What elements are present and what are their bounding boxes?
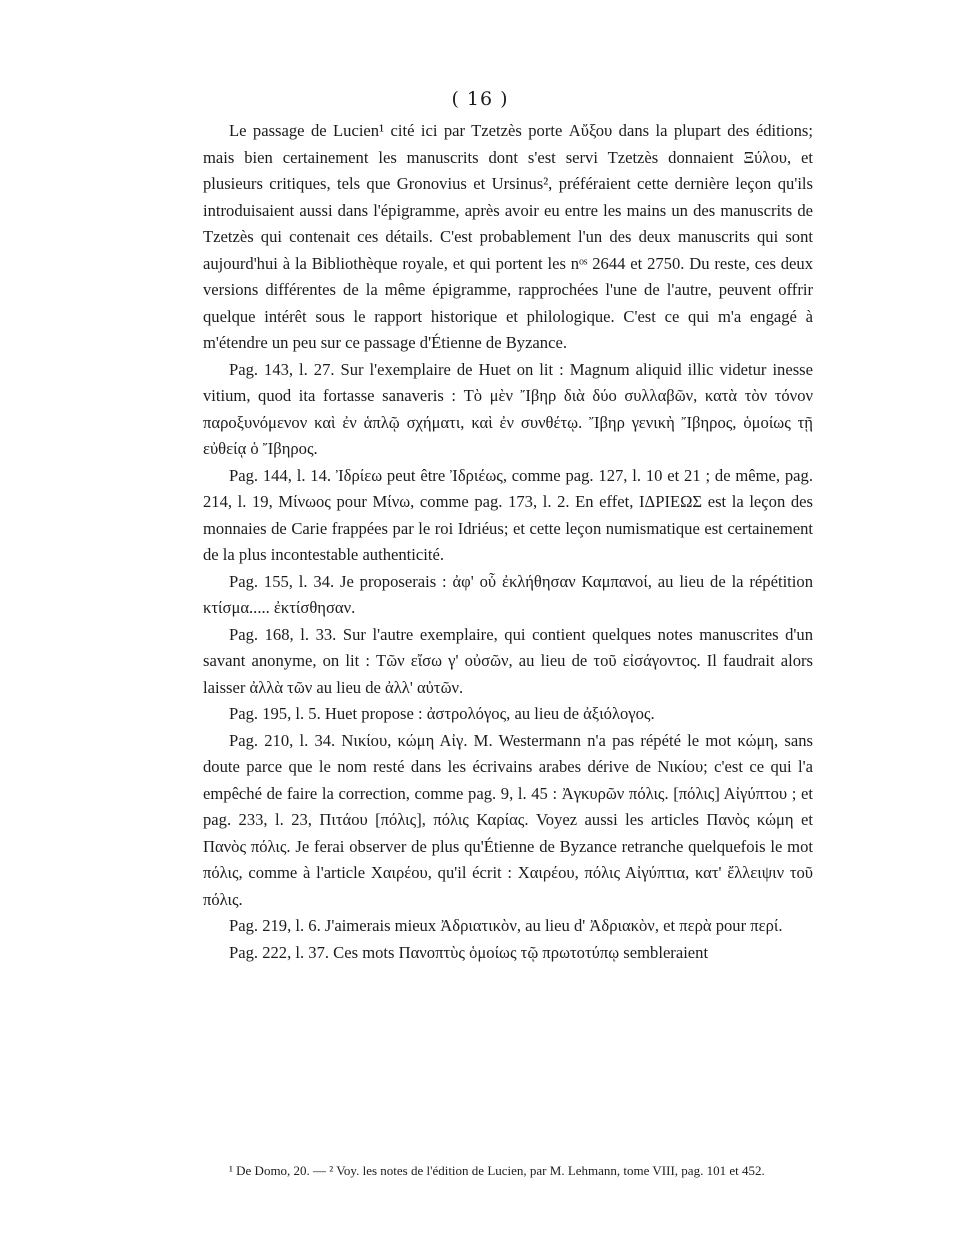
- main-text: [203, 118, 813, 966]
- paragraph-pag-143: Pag. 143, l. 27. Sur l'exemplaire de Huet on lit : Magnum aliquid illic videtur inesse vitium, quod ita fortasse sanaveris : Τὸ μὲν Ἴβηρ διὰ δύο συλλαβῶν, κατὰ τὸν τόνον παροξυνόμενον καὶ ἐν ἁπλῷ σχήματι, καὶ ἐν συνθέτῳ. Ἴβηρ γενικὴ Ἴβηρος, ὁμοίως τῇ εὐθείᾳ ὁ Ἴβηρος.: [203, 359, 813, 458]
- footnote-1-2: ¹ De Domo, 20. — ² Voy. les notes de l'édition de Lucien, par M. Lehmann, tome VIII, pag. 101 et 452.: [229, 1163, 765, 1178]
- paragraph-pag-155: Pag. 155, l. 34. Je proposerais : ἀφ' οὗ ἐκλήθησαν Καμπανοί, au lieu de la répétition κτίσμα..... ἐκτίσθησαν.: [203, 571, 813, 617]
- paragraph-pag-219: Pag. 219, l. 6. J'aimerais mieux Ἀδριατικὸν, au lieu d' Ἀδριακὸν, et περὰ pour περί.: [229, 916, 783, 935]
- paragraph-pag-144: Pag. 144, l. 14. Ἰδρίεω peut être Ἰδριέως, comme pag. 127, l. 10 et 21 ; de même, pag. 214, l. 19, Μίνωος pour Μίνω, comme pag. 173, l. 2. En effet, ΙΔΡΙΕΩΣ est la leçon des monnaies de Carie frappées par le roi Idriéus; et cette leçon numismatique est certainement de la plus incontestable authenticité.: [203, 465, 813, 564]
- paragraph-pag-222: Pag. 222, l. 37. Ces mots Πανοπτὺς ὁμοίως τῷ πρωτοτύπῳ sembleraient: [229, 942, 709, 962]
- paragraph-lucien-passage: Le passage de Lucien¹ cité ici par Tzetzès porte Αὔξου dans la plupart des éditions; mais bien certainement les manuscrits dont s'est servi Tzetzès donnaient Ξύλου, et plusieurs critiques, tels que Gronovius et Ursinus², préféraient cette dernière leçon qu'ils introduisaient aussi dans l'épigramme, après avoir eu entre les mains un des manuscrits de Tzetzès qui contenait ces détails. C'est probablement l'un des deux manuscrits qui sont aujourd'hui à la Bibliothèque royale, et qui portent les nᵒˢ 2644 et 2750. Du reste, ces deux versions différentes de la même épigramme, rapprochées l'une de l'autre, peuvent offrir quelque intérêt sous le rapport historique et philologique. C'est ce qui m'a engagé à m'étendre un peu sur ce passage d'Étienne de Byzance.: [203, 121, 813, 352]
- page-number: ( 16 ): [451, 88, 509, 110]
- footnotes: [203, 1160, 813, 1181]
- paragraph-pag-210: Pag. 210, l. 34. Νικίου, κώμη Αἰγ. M. Westermann n'a pas répété le mot κώμη, sans doute parce que le nom resté dans les écrivains arabes dérive de Νικίου; c'est ce qui l'a empêché de faire la correction, comme pag. 9, l. 45 : Ἀγκυρῶν πόλις. [πόλις] Αἰγύπτου ; et pag. 233, l. 23, Πιτάου [πόλις], πόλις Καρίας. Voyez aussi les articles Πανὸς κώμη et Πανὸς πόλις. Je ferai observer de plus qu'Étienne de Byzance retranche quelquefois le mot πόλις, comme à l'article Χαιρέου, qu'il écrit : Χαιρέου, πόλις Αἰγύπτια, κατ' ἔλλειψιν τοῦ πόλις.: [203, 730, 813, 909]
- paragraph-pag-195: Pag. 195, l. 5. Huet propose : ἀστρολόγος, au lieu de ἀξιόλογος.: [229, 704, 655, 723]
- paragraph-pag-168: Pag. 168, l. 33. Sur l'autre exemplaire, qui contient quelques notes manuscrites d'un savant anonyme, on lit : Τῶν εἴσω γ' οὐσῶν, au lieu de τοῦ εἰσάγοντος. Il faudrait alors laisser ἀλλὰ τῶν au lieu de ἀλλ' αὐτῶν.: [203, 624, 813, 697]
